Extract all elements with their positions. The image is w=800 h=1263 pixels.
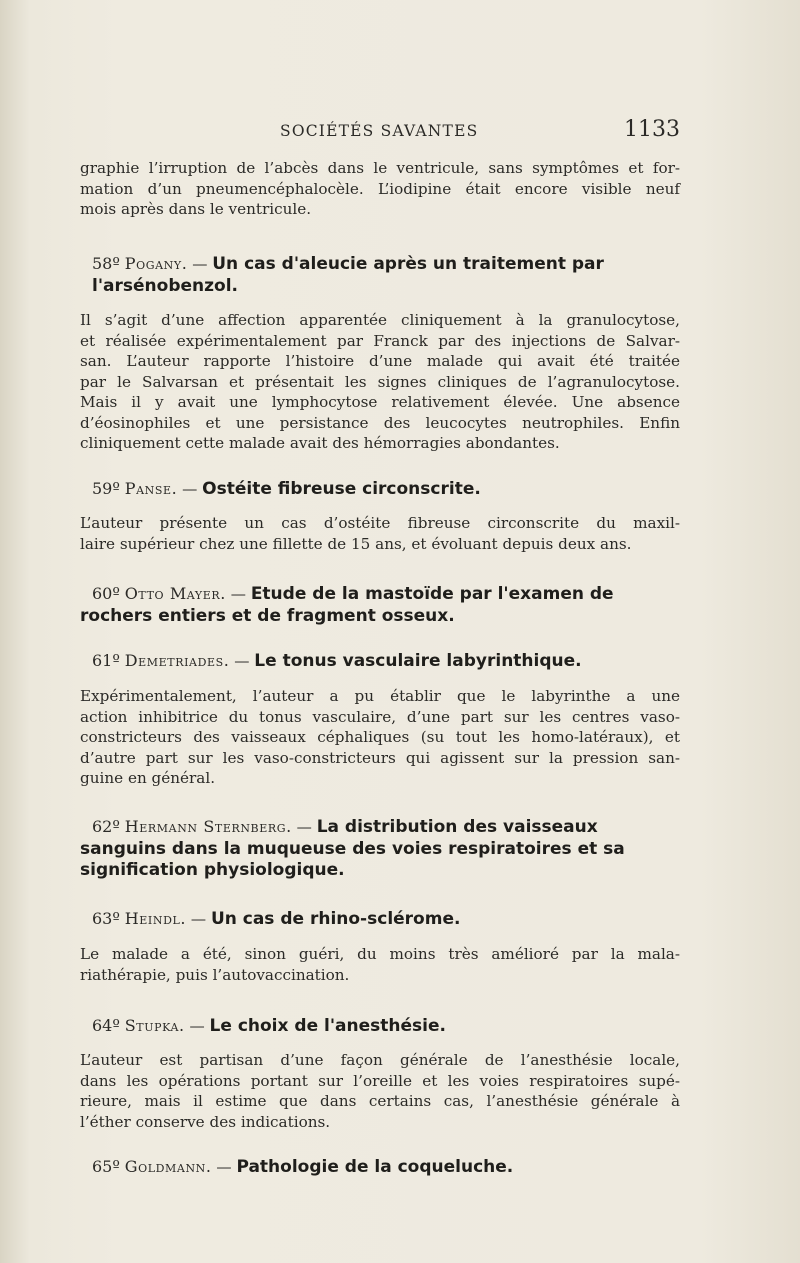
entry-author: Stupka. [124, 1016, 185, 1035]
paragraph-line: par le Salvarsan et présentait les signes cliniques de l’agranulocytose. [80, 372, 680, 391]
entry-separator: — [211, 1158, 237, 1176]
entry-separator: — [186, 910, 211, 928]
entry-64-body [80, 1050, 680, 1132]
entry-author: Panse. [124, 479, 178, 498]
entry-number: 60º [92, 584, 120, 603]
paragraph-line: L’auteur est partisan d’une façon générale de l’anesthésie locale, [80, 1051, 680, 1069]
paragraph-line: action inhibitrice du tonus vasculaire, d’une part sur les centres vaso- [80, 707, 680, 726]
entry-author: Hermann Sternberg. [124, 817, 292, 836]
paragraph-line: Mais il y avait une lymphocytose relativement élevée. Une absence [80, 393, 680, 411]
entry-number: 64º [92, 1016, 120, 1035]
entry-title: La distribution des vaisseaux sanguins dans la muqueuse des voies respiratoires et sa signification physiologique. [80, 817, 625, 880]
entry-author: Heindl. [124, 909, 187, 928]
entry-title: Le choix de l'anesthésie. [209, 1016, 446, 1036]
paragraph-line: dans les opérations portant sur l’oreille et les voies respiratoires supé- [80, 1071, 680, 1090]
entry-59-body [80, 513, 680, 554]
entry-number: 63º [92, 909, 120, 928]
entry-number: 65º [92, 1157, 120, 1176]
entry-separator: — [291, 818, 317, 836]
paragraph-line: laire supérieur chez une fillette de 15 ans, et évoluant depuis deux ans. [80, 534, 632, 553]
entry-65-heading [92, 1156, 680, 1179]
paragraph-line: rieure, mais il estime que dans certains cas, l’anesthésie générale à [80, 1092, 680, 1110]
entry-author: Otto Mayer. [124, 584, 226, 603]
paragraph-line: guine en général. [80, 769, 216, 787]
paragraph-line: mation d’un pneumencéphalocèle. L’iodipine était encore visible neuf [80, 179, 680, 198]
entry-title: Un cas d'aleucie après un traitement par l'arsénobenzol. [92, 254, 604, 296]
entry-separator: — [177, 480, 203, 498]
paragraph-line: Le malade a été, sinon guéri, du moins très amélioré par la mala- [80, 945, 680, 963]
entry-58-heading [92, 253, 680, 297]
entry-separator: — [187, 255, 213, 273]
entry-author: Pogany. [124, 254, 188, 273]
entry-author: Demetriades. [124, 651, 230, 670]
paragraph-line: d’autre part sur les vaso-constricteurs qui agissent sur la pression san- [80, 748, 680, 767]
entry-63-body [80, 944, 680, 985]
paragraph-line: et réalisée expérimentalement par Franck par des injections de Salvar- [80, 331, 680, 350]
entry-title: Etude de la mastoïde par l'examen de rochers entiers et de fragment osseux. [80, 584, 614, 626]
entry-author: Goldmann. [124, 1157, 212, 1176]
entry-title: Ostéite fibreuse circonscrite. [202, 479, 481, 499]
entry-number: 58º [92, 254, 120, 273]
page-header [80, 117, 680, 147]
entry-number: 62º [92, 817, 120, 836]
entry-61-heading [92, 650, 680, 673]
entry-58-body [80, 310, 680, 454]
paragraph-line: graphie l’irruption de l’abcès dans le ventricule, sans symptômes et for- [80, 159, 680, 177]
entry-64-heading [92, 1015, 680, 1038]
paragraph-line: Expérimentalement, l’auteur a pu établir que le labyrinthe a une [80, 687, 680, 705]
paragraph-line: cliniquement cette malade avait des hémorragies abondantes. [80, 434, 560, 452]
entry-61-body [80, 686, 680, 789]
entry-separator: — [225, 585, 251, 603]
entry-63-heading [92, 908, 680, 931]
entry-59-heading [92, 478, 680, 501]
entry-60-heading [80, 583, 680, 627]
paragraph-line: l’éther conserve des indications. [80, 1112, 331, 1131]
paragraph-line: Il s’agit d’une affection apparentée cliniquement à la granulocytose, [80, 311, 680, 329]
page-number: 1133 [624, 117, 680, 142]
entry-number: 61º [92, 651, 120, 670]
entry-title: Pathologie de la coqueluche. [236, 1157, 514, 1177]
entry-separator: — [184, 1017, 210, 1035]
paragraph-line: riathérapie, puis l’autovaccination. [80, 965, 350, 984]
entry-62-heading [80, 816, 680, 882]
entry-number: 59º [92, 479, 120, 498]
entry-title: Le tonus vasculaire labyrinthique. [254, 651, 582, 671]
running-title: SOCIÉTÉS SAVANTES [280, 122, 479, 140]
paragraph-line: constricteurs des vaisseaux céphaliques (su tout les homo-latéraux), et [80, 728, 680, 746]
intro-paragraph [80, 158, 680, 220]
paragraph-line: san. L’auteur rapporte l’histoire d’une malade qui avait été traitée [80, 352, 680, 370]
paragraph-line: d’éosinophiles et une persistance des leucocytes neutrophiles. Enfin [80, 413, 680, 432]
entry-separator: — [229, 652, 255, 670]
entry-title: Un cas de rhino-sclérome. [210, 909, 461, 929]
paragraph-line: L’auteur présente un cas d’ostéite fibreuse circonscrite du maxil- [80, 514, 680, 532]
paragraph-line: mois après dans le ventricule. [80, 200, 312, 218]
